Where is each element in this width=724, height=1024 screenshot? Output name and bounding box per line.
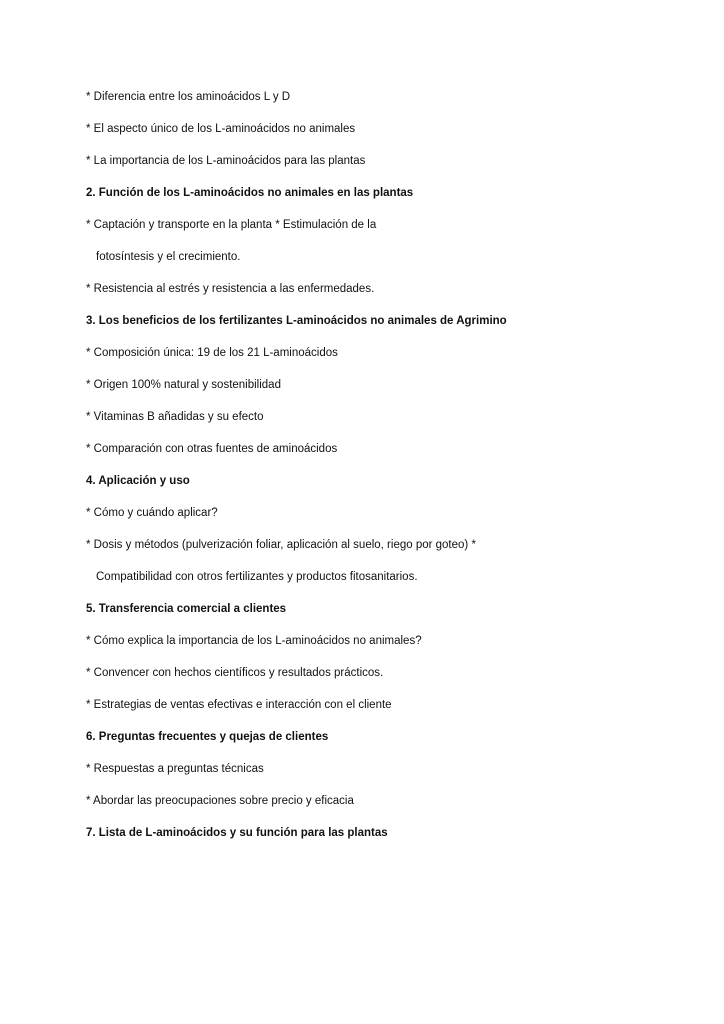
bullet-item: * Composición única: 19 de los 21 L-aminoácidos <box>86 347 338 359</box>
bullet-continuation: Compatibilidad con otros fertilizantes y productos fitosanitarios. <box>96 571 418 583</box>
bullet-item: * Abordar las preocupaciones sobre precio y eficacia <box>86 795 354 807</box>
bullet-item: * Comparación con otras fuentes de aminoácidos <box>86 443 338 455</box>
bullet-item: * Vitaminas B añadidas y su efecto <box>86 411 264 423</box>
bullet-continuation: fotosíntesis y el crecimiento. <box>96 251 241 263</box>
section-heading: 4. Aplicación y uso <box>86 475 190 487</box>
bullet-item: * Estrategias de ventas efectivas e interacción con el cliente <box>86 699 392 711</box>
bullet-item: * Convencer con hechos científicos y resultados prácticos. <box>86 667 384 679</box>
bullet-item: * Dosis y métodos (pulverización foliar, aplicación al suelo, riego por goteo) * <box>86 539 476 551</box>
bullet-item: * Cómo explica la importancia de los L-aminoácidos no animales? <box>86 635 422 647</box>
bullet-item: * Cómo y cuándo aplicar? <box>86 507 218 519</box>
bullet-item: * Diferencia entre los aminoácidos L y D <box>86 91 291 103</box>
section-heading: 5. Transferencia comercial a clientes <box>86 603 287 615</box>
section-heading: 7. Lista de L-aminoácidos y su función para las plantas <box>86 827 388 839</box>
section-heading: 2. Función de los L-aminoácidos no animales en las plantas <box>86 187 414 199</box>
bullet-item: * La importancia de los L-aminoácidos para las plantas <box>86 155 366 167</box>
section-heading: 3. Los beneficios de los fertilizantes L-aminoácidos no animales de Agrimino <box>86 315 507 327</box>
section-heading: 6. Preguntas frecuentes y quejas de clientes <box>86 731 329 743</box>
bullet-item: * Resistencia al estrés y resistencia a las enfermedades. <box>86 283 375 295</box>
bullet-item: * Respuestas a preguntas técnicas <box>86 763 264 775</box>
bullet-item: * Captación y transporte en la planta * Estimulación de la <box>86 219 377 231</box>
bullet-item: * Origen 100% natural y sostenibilidad <box>86 379 281 391</box>
bullet-item: * El aspecto único de los L-aminoácidos no animales <box>86 123 356 135</box>
